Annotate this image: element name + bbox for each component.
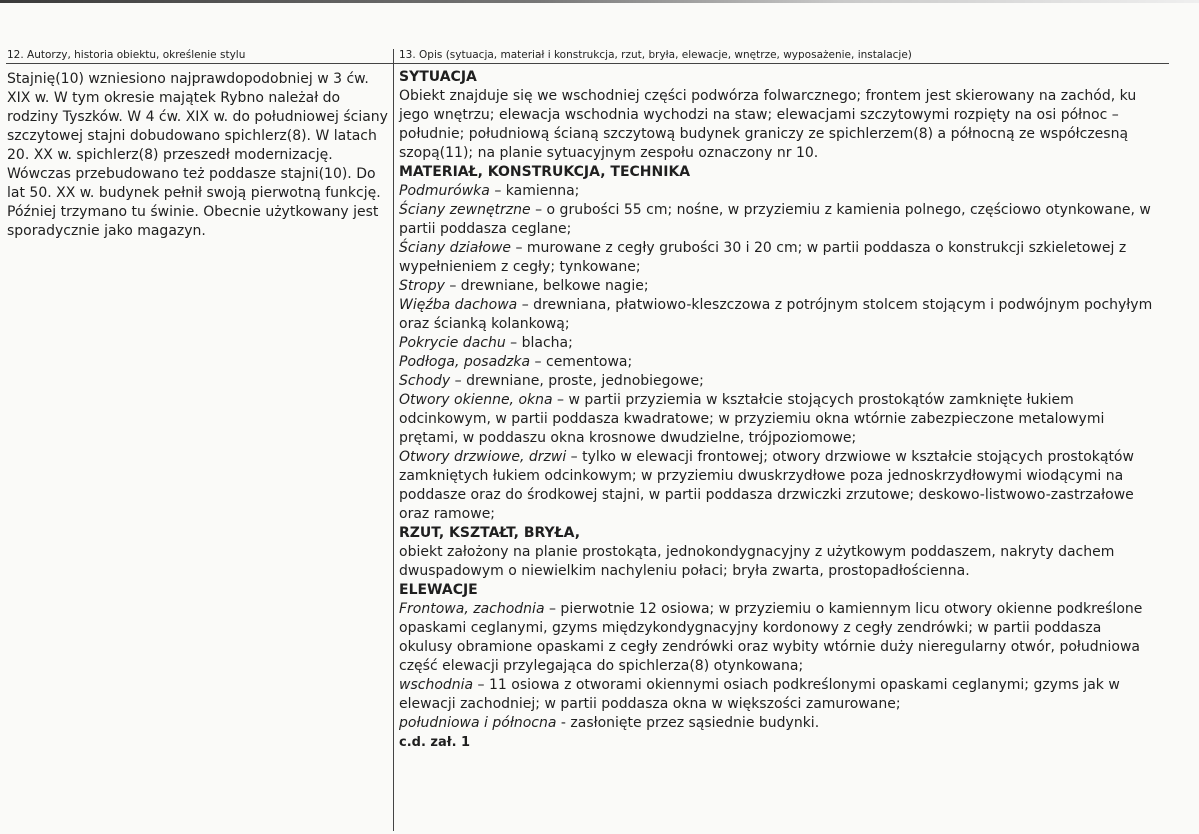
material-desc: – tylko w elewacji frontowej; otwory drzwiowe w kształcie stojących prostokątów zamkniętych łukiem odcinkowym; w przyziemiu dwuskrzydłowe poza jednoskrzydłowymi wiodącymi na poddasze oraz do środkowej stajni, w partii poddasza drzwiczki zrzutowe; deskowo-listwowo-zastrzałowe oraz ramowe; [399, 449, 1134, 522]
material-item [399, 277, 1159, 296]
material-term: Otwory okienne, okna [399, 392, 553, 408]
elewacja-term: Frontowa, zachodnia [399, 601, 545, 617]
elewacja-desc: – 11 osiowa z otworami okiennymi osiach podkreślonymi opaskami ceglanymi; gzyms jak w elewacji zachodniej; w partii poddasza okna w większości zamurowane; [399, 677, 1120, 712]
section-heading-material: MATERIAŁ, KONSTRUKCJA, TECHNIKA [399, 164, 691, 180]
material-list [399, 182, 1159, 524]
material-item [399, 201, 1159, 239]
material-term: Schody [399, 373, 451, 389]
material-item [399, 353, 1159, 372]
material-desc: – drewniane, proste, jednobiegowe; [450, 373, 704, 389]
history-text: Stajnię(10) wzniesiono najprawdopodobniej w 3 ćw. XIX w. W tym okresie majątek Rybno należał do rodziny Tyszków. W 4 ćw. XIX w. do południowej ściany szczytowej stajni dobudowano spichlerz(8). W latach 20. XX w. spichlerz(8) przeszedł modernizację. Wówczas przebudowano też poddasze stajni(10). Do lat 50. XX w. budynek pełnił swoją pierwotną funkcję. Później trzymano tu świnie. Obecnie użytkowany jest sporadycznie jako magazyn. [7, 71, 388, 239]
scan-edge [0, 0, 1199, 3]
elewacja-term: wschodnia [399, 677, 474, 693]
rzut-text: obiekt założony na planie prostokąta, jednokondygnacyjny z użytkowym poddaszem, nakryty dachem dwuspadowym o niewielkim nachyleniu połaci; bryła zwarta, prostopadłościenna. [399, 544, 1115, 579]
material-desc: – drewniane, belkowe nagie; [444, 278, 649, 294]
material-term: Podłoga, posadzka [399, 354, 531, 370]
material-item [399, 391, 1159, 448]
material-term: Podmurówka [399, 183, 490, 199]
material-desc: – kamienna; [489, 183, 580, 199]
material-desc: – o grubości 55 cm; nośne, w przyziemiu z kamienia polnego, częściowo otynkowane, w partii poddasza ceglane; [399, 202, 1151, 237]
field-12-header: 12. Autorzy, historia obiektu, określenie stylu [7, 49, 246, 61]
elewacja-term: południowa i północna [399, 715, 557, 731]
continuation-note: c.d. zał. 1 [399, 735, 471, 750]
material-item [399, 182, 1159, 201]
material-desc: – blacha; [505, 335, 573, 351]
material-desc: – drewniana, płatwiowo-kleszczowa z potrójnym stolcem stojącym i podwójnym pochyłym oraz ścianką kolankową; [399, 297, 1153, 332]
material-item [399, 239, 1159, 277]
elewacja-item [399, 676, 1159, 714]
elewacja-item [399, 714, 1159, 733]
material-desc: – murowane z cegły grubości 30 i 20 cm; w partii poddasza o konstrukcji szkieletowej z wypełnieniem z cegły; tynkowane; [399, 240, 1127, 275]
material-desc: – w partii przyziemia w kształcie stojących prostokątów zamknięte łukiem odcinkowym, w partii poddasza kwadratowe; w przyziemiu okna wtórnie zabezpieczone metalowymi prętami, w poddaszu okna krosnowe dwudzielne, trójpoziomowe; [399, 392, 1105, 446]
material-term: Pokrycie dachu [399, 335, 506, 351]
material-term: Ściany zewnętrzne [399, 202, 531, 218]
elewacje-list [399, 600, 1159, 733]
section-heading-elewacje: ELEWACJE [399, 582, 478, 598]
elewacja-desc: – pierwotnie 12 osiowa; w przyziemiu o kamiennym licu otwory okienne podkreślone opaskami ceglanymi, gzyms międzykondygnacyjny kordonowy z cegły zendrówki; w partii poddasza okulusy obramione opaskami z cegły zendrówki oraz wybity wtórnie duży nieregularny otwór, południowa część elewacji przylegająca do spichlerza(8) otynkowana; [399, 601, 1143, 674]
section-heading-rzut: RZUT, KSZTAŁT, BRYŁA, [399, 525, 581, 541]
material-item [399, 296, 1159, 334]
material-item [399, 334, 1159, 353]
elewacja-item [399, 600, 1159, 676]
material-item [399, 448, 1159, 524]
elewacja-desc: - zasłonięte przez sąsiednie budynki. [556, 715, 820, 731]
material-item [399, 372, 1159, 391]
sytuacja-text: Obiekt znajduje się we wschodniej części podwórza folwarcznego; frontem jest skierowany na zachód, ku jego wnętrzu; elewacja wschodnia wychodzi na staw; elewacjami szczytowymi rozpięty na osi północ – południe; południową ścianą szczytową budynek graniczy ze spichlerzem(8) a północną ze współczesną szopą(11); na planie sytuacyjnym zespołu oznaczony nr 10. [399, 88, 1137, 161]
material-term: Więźba dachowa [399, 297, 518, 313]
section-heading-sytuacja: SYTUACJA [399, 69, 477, 85]
material-desc: – cementowa; [530, 354, 633, 370]
column-divider [393, 49, 394, 831]
material-term: Ściany działowe [399, 240, 512, 256]
field-13-header: 13. Opis (sytuacja, materiał i konstrukcja, rzut, bryła, elewacje, wnętrze, wyposażenie, instalacje) [399, 49, 912, 61]
material-term: Stropy [399, 278, 445, 294]
description-column [399, 68, 1159, 752]
header-divider [6, 63, 1169, 64]
material-term: Otwory drzwiowe, drzwi [399, 449, 567, 465]
